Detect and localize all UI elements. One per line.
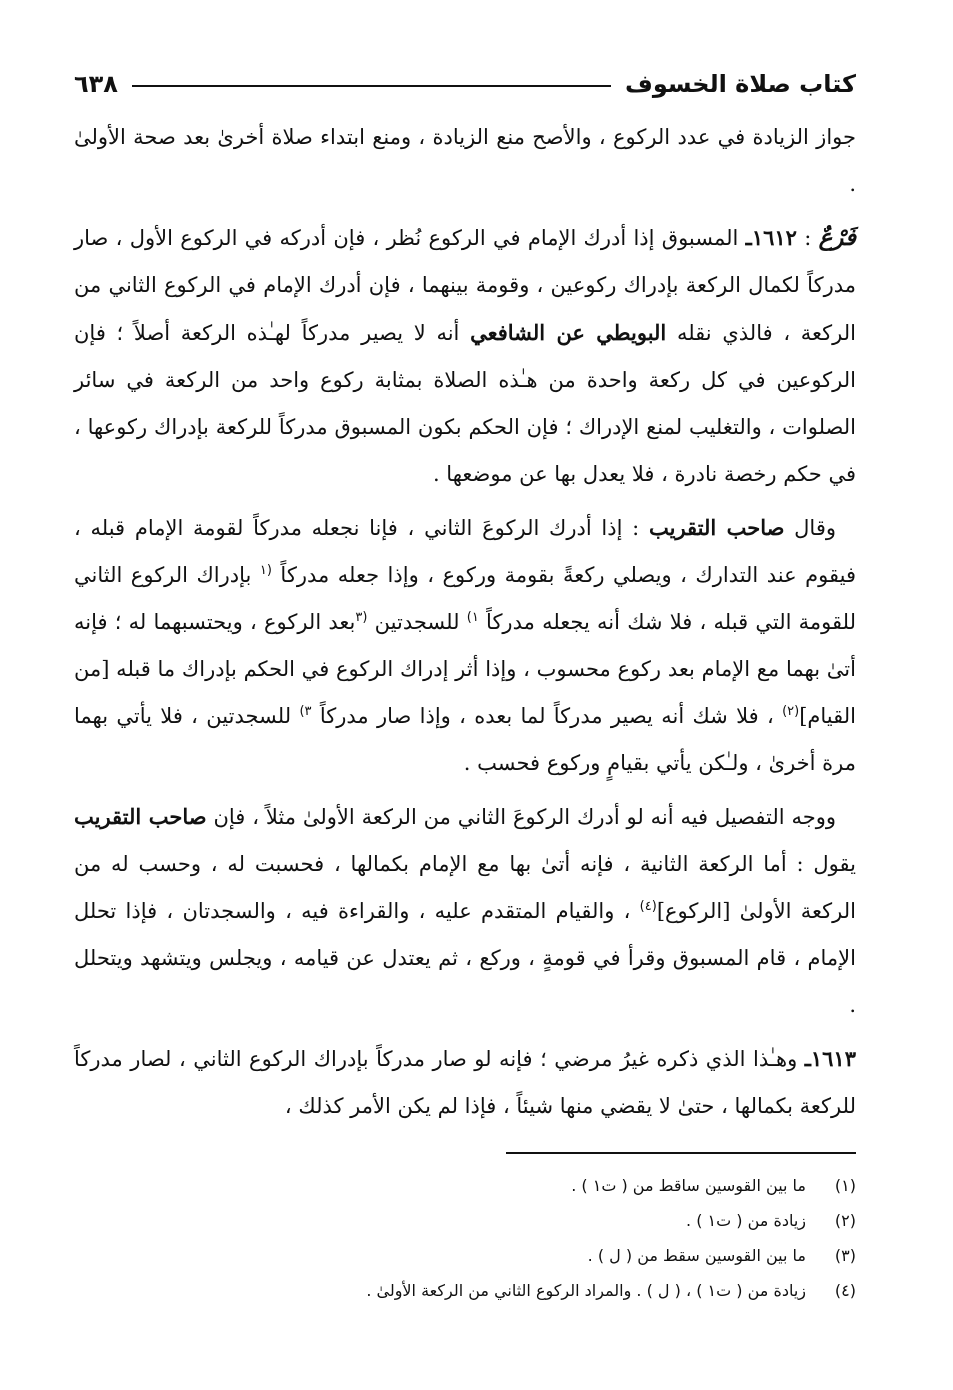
issue-separator: :: [796, 226, 819, 250]
footnote-text: ما بين القوسين ساقط من ( ت١ ) .: [571, 1176, 806, 1195]
paragraph-text: المسبوق إذا أدرك الإمام في الركوع نُظر ، فإن أدركه في الركوع الأول ، صار مدركاً لكمال الركعة بإدراك ركوعين ، وقومة بينهما ، فإن أدرك الإمام في الركوع الثاني من الركعة ، فالذي نقله: [74, 226, 856, 345]
paragraph-text: بإدراك الركوع الثاني للقومة التي قبله ، فلا شك أنه يجعله مدركاً: [74, 563, 856, 634]
paragraph-text: يقول : أما الركعة الثانية ، فإنه أتىٰ بها مع الإمام بكمالها ، فحسبت له ، وحسب له من الركعة الأولىٰ [الركوع]: [74, 852, 856, 923]
footnote-ref[interactable]: ١): [466, 610, 479, 625]
cited-author: صاحب التقريب: [648, 515, 785, 540]
footnote-label: (٤): [834, 1281, 856, 1300]
footnotes-list: [74, 1168, 856, 1308]
paragraph-1612: [74, 214, 856, 498]
footnote-item: [74, 1168, 856, 1203]
footnote-label: (١): [834, 1176, 856, 1195]
paragraph-text: للسجدتين ، فلا يأتي بهما مرة أخرىٰ ، ولـٰكن يأتي بقيامٍ وركوع فحسب .: [74, 704, 856, 775]
issue-number: ١٦١٢ـ: [745, 225, 797, 250]
footnote-item: [74, 1203, 856, 1238]
footnote-ref[interactable]: (٣: [355, 610, 368, 625]
paragraph-text: بعد الركوع ، ويحتسبهما له ؛ فإنه أتىٰ بهما مع الإمام بعد ركوع محسوب ، وإذا أثر إدراك الركوع في الحكم بإدراك ما قبله [من القيام]: [74, 610, 857, 728]
footnote-text: زيادة من ( ت١ ) .: [686, 1211, 806, 1230]
footnote-label: (٣): [834, 1246, 856, 1265]
footnote-ref[interactable]: (١: [259, 563, 272, 578]
book-page: [74, 62, 856, 1362]
paragraph-text: ، والقيام المتقدم عليه ، والقراءة فيه ، والسجدتان ، فإذا تحلل الإمام ، قام المسبوق وقرأ في قومةٍ ، وركع ، ثم يعتدل عن قيامه ، ويجلس ويتشهد ويتحلل .: [74, 899, 856, 1017]
paragraph-text: ووجه التفصيل فيه أنه لو أدرك الركوعَ الثاني من الركعة الأولىٰ مثلاً ، فإن: [206, 805, 837, 829]
cited-author: صاحب التقريب: [74, 804, 207, 829]
paragraph-number: ١٦١٣ـ: [804, 1046, 856, 1071]
paragraph-taqrib: [74, 504, 856, 787]
footnote-item: [74, 1238, 856, 1273]
paragraph-text: وقال: [784, 516, 837, 540]
footnote-item: [74, 1273, 856, 1308]
paragraph-continuation: [74, 114, 856, 208]
header-rule: [132, 85, 611, 87]
running-header: [74, 62, 856, 106]
paragraph-1613: [74, 1035, 856, 1130]
paragraph-text: للسجدتين: [367, 610, 467, 634]
paragraph-text: جواز الزيادة في عدد الركوع ، والأصح منع الزيادة ، ومنع ابتداء صلاة أخرىٰ بعد صحة الأولىٰ .: [74, 125, 856, 196]
paragraph-text: وهـٰذا الذي ذكره غيرُ مرضي ؛ فإنه لو صار مدركاً بإدراك الركوع الثاني ، لصار مدركاً للركعة بكمالها ، حتىٰ لا يقضي منها شيئاً ، فإذا لم يكن الأمر كذلك ،: [74, 1047, 856, 1118]
footnote-ref[interactable]: ٣): [299, 704, 312, 719]
paragraph-detail: [74, 793, 856, 1029]
footnote-text: ما بين القوسين سقط من ( ل ) .: [587, 1246, 806, 1265]
book-title: كتاب صلاة الخسوف: [624, 70, 856, 98]
footnote-ref[interactable]: (٢): [782, 704, 800, 719]
paragraph-text: ، فلا شك أنه يصير مدركاً لما بعده ، وإذا صار مدركاً: [311, 704, 783, 728]
footnote-text: زيادة من ( ت١ ) ، ( ل ) . والمراد الركوع الثاني من الركعة الأولىٰ .: [366, 1281, 806, 1300]
footnote-rule: [506, 1152, 856, 1154]
cited-authorities: البويطي عن الشافعي: [470, 320, 667, 345]
footnote-ref[interactable]: (٤): [639, 899, 657, 914]
paragraph-text: أنه لا يصير مدركاً لهـٰذه الركعة أصلاً ؛ فإن الركوعين في كل ركعة واحدة من هـٰذه الصلاة بمثابة ركوع واحد من الركعة في سائر الصلوات ، والتغليب لمنع الإدراك ؛ فإن الحكم بكون المسبوق مدركاً للركعة بإدراك ركوعها ، في حكم رخصة نادرة ، فلا يعدل بها عن موضعها .: [74, 321, 856, 486]
issue-marker: فَرْعٌ: [818, 224, 856, 251]
main-text: [74, 114, 856, 1130]
footnote-label: (٢): [834, 1211, 856, 1230]
paragraph-text: : إذا أدرك الركوعَ الثاني ، فإنا نجعله مدركاً لقومة الإمام قبله ، فيقوم عند التدارك ، ويصلي ركعةً بقومة وركوع ، وإذا جعله مدركاً: [74, 516, 856, 587]
page-number: ٦٣٨: [74, 70, 118, 98]
